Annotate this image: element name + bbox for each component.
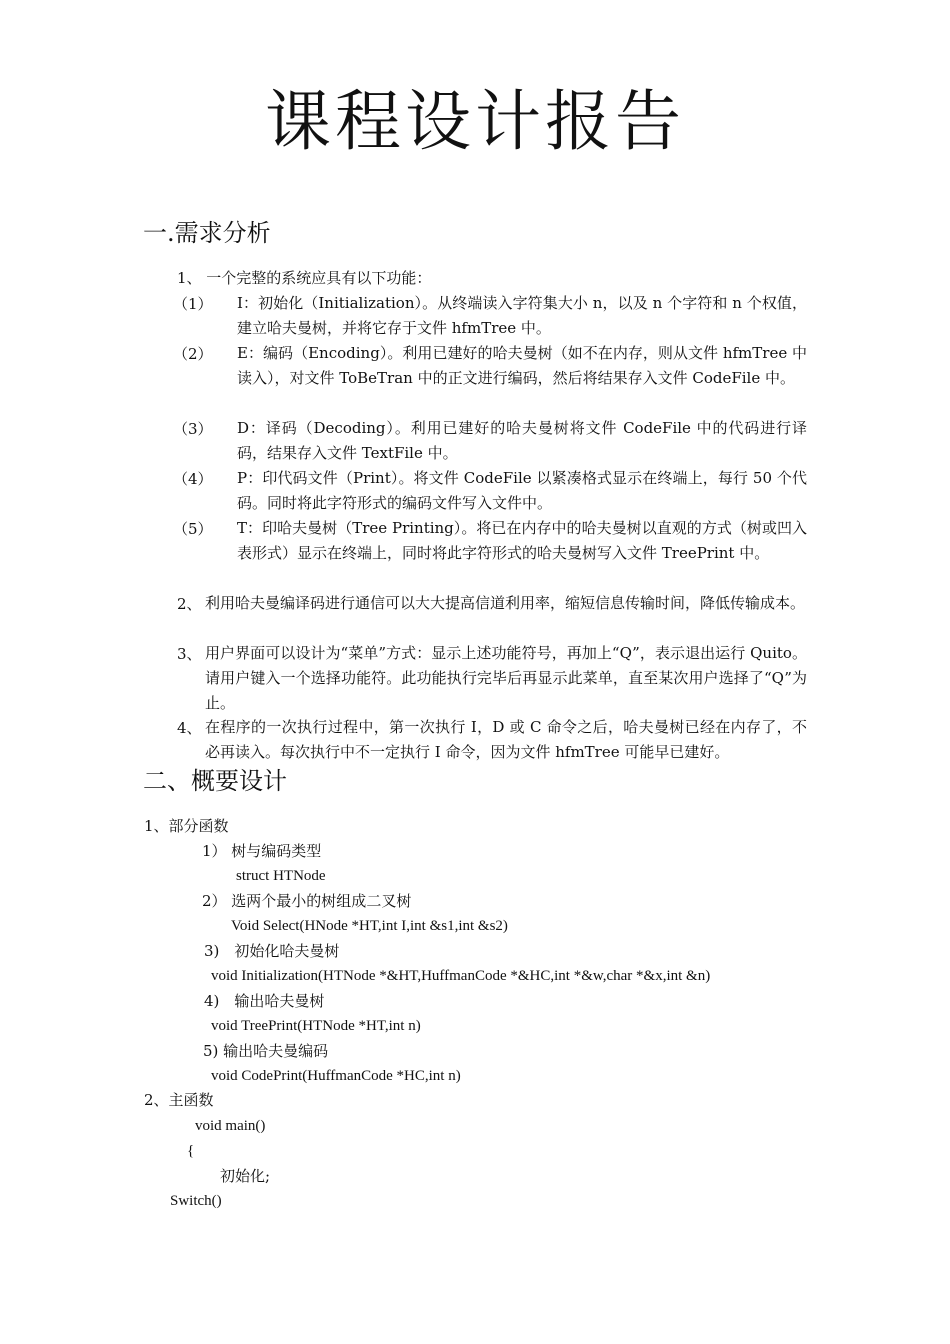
item-text: P：印代码文件（Print）。将文件 CodeFile 以紧凑格式显示在终端上，每行 50 个代码。同时将此字符形式的编码文件写入文件中。 [237,469,807,512]
point-number: 2、 [177,595,202,613]
item-text: T：印哈夫曼树（Tree Printing）。将已在内存中的哈夫曼树以直观的方式（树或凹入表形式）显示在终端上，同时将此字符形式的哈夫曼树写入文件 TreePrint 中。 [237,519,807,562]
item-number: （4） [173,470,213,488]
function-label: 1） 树与编码类型 [202,842,322,860]
item-number: （2） [173,345,213,363]
item-text: D：译码（Decoding）。利用已建好的哈夫曼树将文件 CodeFile 中的代码进行译码，结果存入文件 TextFile 中。 [237,419,807,462]
section-heading-design: 二、概要设计 [143,767,287,795]
code-line: Switch() [170,1193,222,1209]
subsection-main: 2、主函数 [144,1091,214,1109]
point-number: 3、 [177,645,202,663]
function-code: struct HTNode [236,868,326,884]
code-line: { [187,1143,195,1159]
point-number: 4、 [177,719,202,737]
function-code: void CodePrint(HuffmanCode *HC,int n) [211,1068,461,1084]
function-label: 5) 输出哈夫曼编码 [203,1042,329,1060]
function-label: 4) 输出哈夫曼树 [204,992,325,1010]
item-number: （3） [173,420,213,438]
code-line: void main() [195,1118,266,1134]
function-code: Void Select(HNode *HT,int I,int &s1,int &s2) [231,918,508,934]
function-code: void Initialization(HTNode *&HT,HuffmanCode *&HC,int *&w,char *&x,int &n) [211,968,711,984]
subsection-functions: 1、部分函数 [144,817,229,835]
section-heading-requirements: 一.需求分析 [143,219,271,247]
requirements-intro: 1、 一个完整的系统应具有以下功能： [177,269,432,287]
item-number: （1） [173,295,213,313]
item-number: （5） [173,520,213,538]
function-label: 3) 初始化哈夫曼树 [204,942,340,960]
point-text: 利用哈夫曼编译码进行通信可以大大提高信道利用率，缩短信息传输时间，降低传输成本。 [205,594,806,612]
item-text: I：初始化（Initialization）。从终端读入字符集大小 n，以及 n 个字符和 n 个权值，建立哈夫曼树，并将它存于文件 hfmTree 中。 [237,294,807,337]
function-code: void TreePrint(HTNode *HT,int n) [211,1018,421,1034]
page-title: 课程设计报告 [265,83,685,160]
code-line: 初始化; [220,1167,271,1185]
point-text: 在程序的一次执行过程中，第一次执行 I，D 或 C 命令之后，哈夫曼树已经在内存了，不必再读入。每次执行中不一定执行 I 命令，因为文件 hfmTree 可能早已建好。 [205,718,807,761]
function-label: 2） 选两个最小的树组成二叉树 [202,892,412,910]
item-text: E：编码（Encoding）。利用已建好的哈夫曼树（如不在内存，则从文件 hfmTree 中读入），对文件 ToBeTran 中的正文进行编码，然后将结果存入文件 CodeFile 中。 [237,344,807,387]
point-text: 用户界面可以设计为“菜单”方式：显示上述功能符号，再加上“Q”，表示退出运行 Quito。请用户键入一个选择功能符。此功能执行完毕后再显示此菜单，直至某次用户选择了“Q”为止。 [205,644,807,712]
